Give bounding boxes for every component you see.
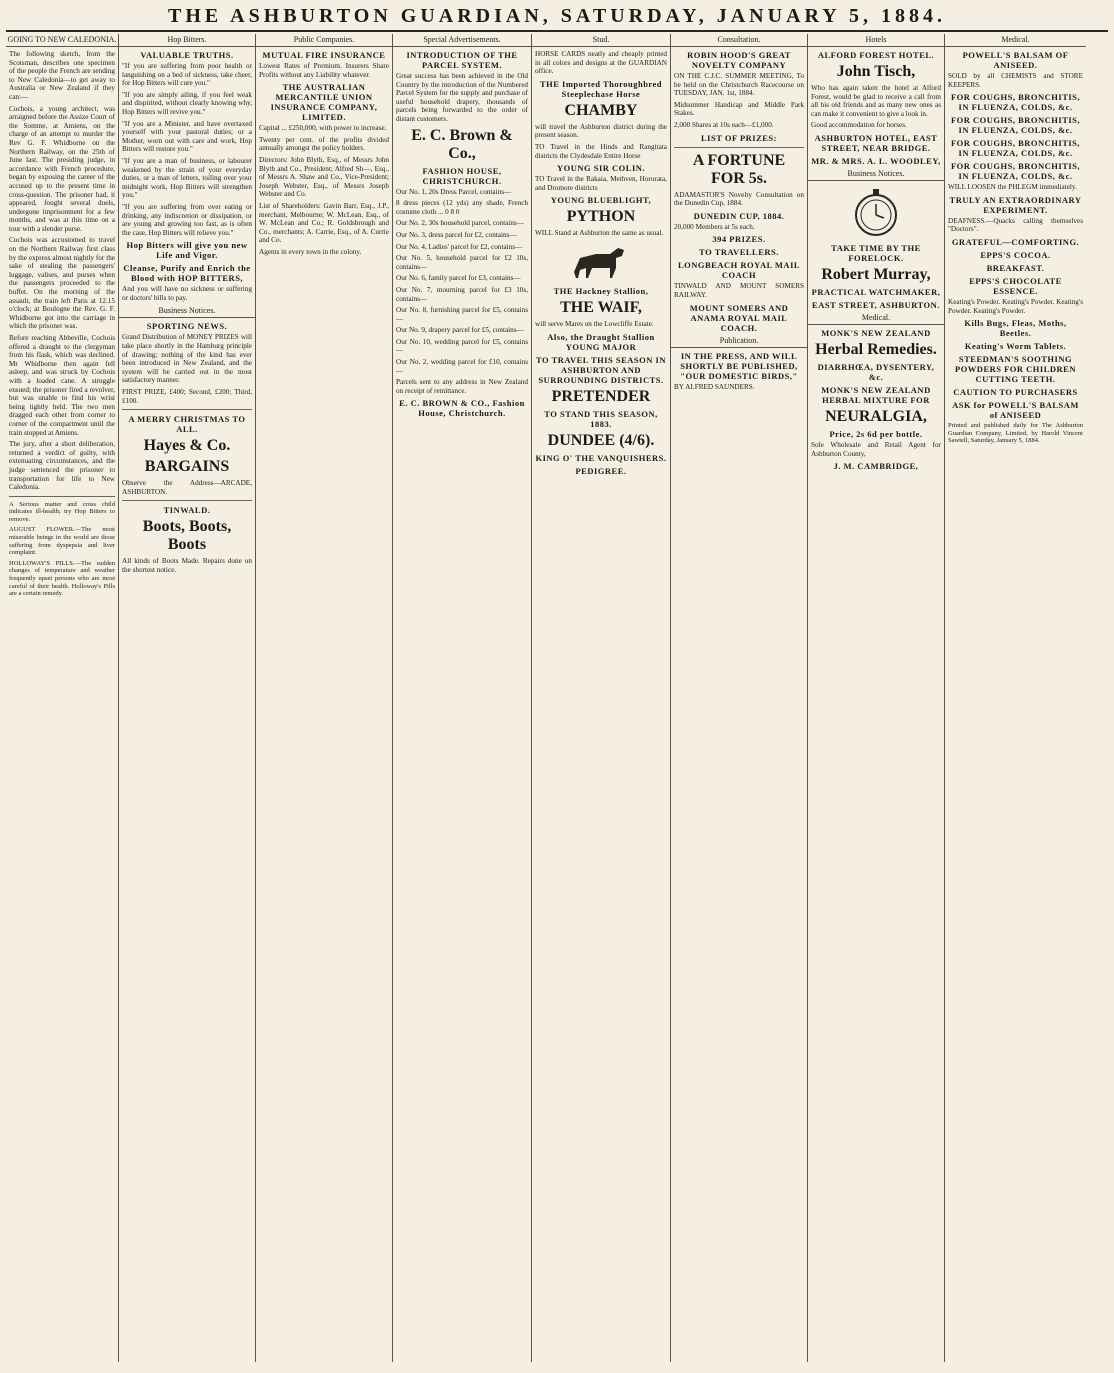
divider xyxy=(122,409,252,410)
ad-heading: FOR COUGHS, BRONCHITIS, IN FLUENZA, COLDS, &c. xyxy=(950,138,1081,159)
paragraph: Our No. 3, dress parcel for £2, contains— xyxy=(396,230,517,239)
paragraph: will serve Mares on the Lowcliffe Estate. xyxy=(535,319,654,328)
ad-heading: ALFORD FOREST HOTEL. xyxy=(817,50,935,60)
paragraph: Parcels sent to any address in New Zealand on receipt of remittance. xyxy=(396,378,528,395)
ad-heading: PEDIGREE. xyxy=(575,465,627,476)
section-head: Business Notices. xyxy=(808,168,944,181)
paragraph: All kinds of Boots Made. Repairs done on the shortest notice. xyxy=(122,557,252,574)
column-head: Stud. xyxy=(532,34,670,47)
ad-heading: FOR COUGHS, BRONCHITIS, IN FLUENZA, COLDS, &c. xyxy=(950,115,1081,136)
ad-title: PRETENDER xyxy=(551,387,651,405)
columns xyxy=(6,34,1108,1362)
column-3 xyxy=(256,34,393,1362)
paragraph: Cochois, a young architect, was arraigned before the Assize Court of the Somme, at Amiens, on the charge of an attempt to murder the Rev G. F. Whidborne on the Northern Railway, on the 25th of June last. The presiding judge, in accordance with French procedure, began by exposing the career of the accused up to the present time in cross-question. The prisoner had, it appeared, fought several duels, undergone imprisonment for a few months, and was at this time on a tour with a slender purse. xyxy=(9,104,115,233)
paragraph: WILL LOOSEN the PHLEGM immediately. xyxy=(948,183,1077,192)
column-head: Special Advertisements. xyxy=(393,34,531,47)
column-8 xyxy=(945,34,1086,1362)
ad-heading: INTRODUCTION OF THE PARCEL SYSTEM. xyxy=(406,50,518,70)
paragraph: Keating's Powder. Keating's Powder. Keating's Powder. Keating's Powder. xyxy=(948,297,1083,315)
ad-heading: TO TRAVEL THIS SEASON IN ASHBURTON AND SURROUNDING DISTRICTS. xyxy=(536,354,666,385)
pocket-watch-icon xyxy=(849,185,903,239)
ad-heading: E. C. BROWN & CO., Fashion House, Christchurch. xyxy=(399,398,525,419)
paragraph: Observe the Address—ARCADE, ASHBURTON. xyxy=(122,479,252,496)
paragraph: will travel the Ashburton district during the present season. xyxy=(535,122,667,140)
paragraph: List of Shareholders: Gavin Barr, Esq., J.P., merchant, Melbourne; W. McLean, Esq., of W. McLean and Co.; R. Goldsbrough and Co., merchants; A. Carrie, Esq., of A. Currie and Co. xyxy=(259,201,389,245)
paragraph: Our No. 6, family parcel for £3, contains— xyxy=(396,274,521,283)
paragraph: ON THE C.J.C. SUMMER MEETING, To be held on the Christchurch Racecourse on TUESDAY, JAN. 1st, 1884. xyxy=(674,72,804,98)
ad-heading: TAKE TIME BY THE FORELOCK. xyxy=(831,242,921,263)
ad-heading: LONGBEACH ROYAL MAIL COACH xyxy=(677,260,801,281)
paragraph: Capital ... £250,000, with power to increase. xyxy=(259,124,387,133)
ad-title: A FORTUNE FOR 5s. xyxy=(692,151,786,187)
paragraph: "If you are suffering from poor health or languishing on a bed of sickness, take cheer, for Hop Bitters will cure you." xyxy=(122,62,252,88)
masthead: THE ASHBURTON GUARDIAN, SATURDAY, JANUARY 5, 1884. xyxy=(168,5,946,27)
ad-heading: ASK for POWELL'S BALSAM of ANISEED xyxy=(952,400,1079,421)
paragraph: 8 dress pieces (12 yds) any shade, French costume cloth ... 0 8 0 xyxy=(396,199,528,216)
column-head: Hop Bitters. xyxy=(119,34,255,47)
ad-heading: A MERRY CHRISTMAS TO ALL. xyxy=(128,414,246,435)
paragraph: Who has again taken the hotel at Alford Forest, would be glad to receive a call from all his old friends and as many new ones as can make it convenient to give a look in. xyxy=(811,84,941,118)
ad-heading: TO STAND THIS SEASON, 1883. xyxy=(544,408,658,429)
paragraph: Twenty per cent. of the profits divided annually amongst the policy holders. xyxy=(259,135,389,153)
ad-heading: MONK'S NEW ZEALAND HERBAL MIXTURE FOR xyxy=(821,384,931,405)
ad-heading: FASHION HOUSE, CHRISTCHURCH. xyxy=(422,165,502,186)
paragraph: BY ALFRED SAUNDERS. xyxy=(674,382,755,391)
divider xyxy=(122,500,252,501)
paragraph: FIRST PRIZE, £400; Second, £200; Third, £100. xyxy=(122,388,252,405)
paragraph: Sole Wholesale and Retail Agent for Ashburton County, xyxy=(811,440,941,458)
ad-heading: MOUNT SOMERS AND ANAMA ROYAL MAIL COACH. xyxy=(689,302,789,333)
divider xyxy=(674,147,804,148)
column-1 xyxy=(6,34,119,1362)
ad-heading: Kills Bugs, Fleas, Moths, Beetles. xyxy=(964,318,1067,339)
ad-heading: YOUNG SIR COLIN. xyxy=(556,163,646,174)
ad-heading: GRATEFUL—COMFORTING. xyxy=(951,236,1080,247)
paragraph: "If you are a Minister, and have overtaxed yourself with your pastoral duties; or a Mother, worn out with care and work, Hop Bitters will restore you." xyxy=(122,119,252,154)
ad-heading: SPORTING NEWS. xyxy=(146,321,228,332)
paragraph: Lowest Rates of Premium. Insurers Share Profits without any Liability whatever. xyxy=(259,62,389,79)
paragraph: Our No. 9, drapery parcel for £5, contains— xyxy=(396,326,524,335)
ad-heading: MR. & MRS. A. L. WOODLEY, xyxy=(811,155,941,166)
paragraph: Grand Distribution of MONEY PRIZES will take place shortly in the Hamburg principle of drawing; nothing of the kind has ever been introduced in New Zealand, and the system will be carried out in the most satisfactory manner. xyxy=(122,333,252,385)
horse-engraving-icon xyxy=(566,242,636,282)
ad-title: CHAMBY xyxy=(564,101,638,119)
column-head: Consultation. xyxy=(671,34,807,47)
paragraph: HORSE CARDS neatly and cheaply printed in all colors and designs at the GUARDIAN office. xyxy=(535,50,667,76)
ad-heading: MONK'S NEW ZEALAND xyxy=(821,327,931,338)
ad-heading: 394 PRIZES. xyxy=(712,234,766,245)
paragraph: Cochois was accustomed to travel on the Northern Railway first class by the express almost nightly for the sake of stealing the passengers' luggage, valises, and purses when the passengers proceeded to the buffet. On the morning of the assault, the train left Paris at 12.15 o'clock; at Boulogne the Rev. G. F. Whidborne got into the carriage in which the prisoner was. xyxy=(9,236,115,331)
paragraph: TO Travel in the Rakaia, Methven, Hororata, and Dromore districts xyxy=(535,175,667,192)
ad-heading: Cleanse, Purify and Enrich the Blood with HOP BITTERS, xyxy=(123,263,251,284)
paragraph: The following sketch, from the Scotsman, describes one specimen of the people the French are sending to New Caledonia—to get away to Australia or New Zealand if they can:— xyxy=(9,50,115,101)
ad-title: John Tisch, xyxy=(836,63,916,80)
ad-heading: CAUTION TO PURCHASERS xyxy=(953,387,1078,398)
paragraph: SOLD by all CHEMISTS and STORE KEEPERS. xyxy=(948,72,1083,89)
paragraph: Agents in every town in the colony. xyxy=(259,247,362,256)
divider xyxy=(9,496,115,497)
ad-heading: Hop Bitters will give you new Life and Vigor. xyxy=(126,240,248,261)
paragraph: The jury, after a short deliberation, returned a verdict of guilty, with extenuating circumstances, and the judge sentenced the prisoner to transportation for life to New Caledonia. xyxy=(9,440,115,492)
ad-title: Robert Murray, xyxy=(821,265,931,283)
ad-heading: ASHBURTON HOTEL, EAST STREET, NEAR BRIDGE. xyxy=(814,132,938,153)
ad-heading: EAST STREET, ASHBURTON. xyxy=(812,299,940,310)
paragraph: ADAMASTOR'S Novelty Consultation on the Dunedin Cup, 1884. xyxy=(674,190,804,208)
ad-heading: FOR COUGHS, BRONCHITIS, IN FLUENZA, COLDS, &c. xyxy=(950,161,1081,182)
column-2 xyxy=(119,34,256,1362)
ad-heading: THE Hackney Stallion, xyxy=(553,285,649,296)
paragraph: DEAFNESS.—Quacks calling themselves "Doctors". xyxy=(948,216,1083,234)
ad-heading: YOUNG BLUEBLIGHT, xyxy=(550,195,652,206)
paragraph: Before reaching Abbeville, Cochois offered a draught to the clergyman from his flask, which was declined. Mr Whidborne then again fell asleep, and was struck by Cochois with a loaded cane. A struggle ensued; the prisoner fired a revolver, but was unable to find his wrist being tightly held. The two men dragged each other from corner to corner of the compartment until the train stopped at Amiens. xyxy=(9,334,115,437)
ad-title: NEURALGIA, xyxy=(825,407,927,425)
paragraph: Our No. 2, wedding parcel for £10, contains— xyxy=(396,358,528,375)
ad-heading: Price, 2s 6d per bottle. xyxy=(829,428,923,439)
column-4 xyxy=(393,34,532,1362)
paragraph: And you will have no sickness or suffering or doctors' bills to pay. xyxy=(122,285,252,302)
paragraph: A Serious matter and cross child indicates ill-health; try Hop Bitters to remove. xyxy=(9,500,115,523)
ad-heading: KING O' THE VANQUISHERS. xyxy=(535,452,667,463)
ad-heading: J. M. CAMBRIDGE, xyxy=(833,461,919,472)
ad-title: Herbal Remedies. xyxy=(815,340,937,358)
ad-heading: PRACTICAL WATCHMAKER, xyxy=(811,286,941,297)
paragraph: "If you are simply ailing, if you feel weak and dispirited, without clearly knowing why, Hop Bitters will revive you." xyxy=(122,90,252,116)
ad-title: Hayes & Co. xyxy=(143,437,231,455)
paragraph: Our No. 5, household parcel for £2 10s, contains— xyxy=(396,254,528,271)
paragraph: Our No. 8, furnishing parcel for £5, contains— xyxy=(396,306,528,323)
paragraph: HOLLOWAY'S PILLS.—The sudden changes of temperature and weather frequently upset persons who are most careful of their health. Holloway's Pills are a certain remedy. xyxy=(9,559,115,598)
paragraph: Our No. 7, mourning parcel for £3 10s, contains— xyxy=(396,285,528,303)
ad-heading: THE AUSTRALIAN MERCANTILE UNION INSURANCE COMPANY, LIMITED. xyxy=(270,82,378,123)
ad-heading: EPPS'S CHOCOLATE ESSENCE. xyxy=(969,275,1062,296)
paragraph: 20,000 Members at 5s each. xyxy=(674,222,755,231)
ad-heading: ROBIN HOOD'S GREAT NOVELTY COMPANY xyxy=(687,50,791,70)
paragraph: Our No. 1, 20s Dress Parcel, contains— xyxy=(396,187,512,196)
paragraph: TO Travel in the Hinds and Rangitata districts the Clydesdale Entire Horse xyxy=(535,142,667,160)
column-head: GOING TO NEW CALEDONIA. xyxy=(6,34,118,47)
ad-heading: THE Imported Thoroughbred Steeplechase Horse xyxy=(539,78,663,99)
paragraph: "If you are suffering from over eating or drinking, any indiscretion or dissipation, or are young and growing too fast, as is often the case, Hop Bitters will relieve you." xyxy=(122,202,252,237)
ad-heading: TRULY AN EXTRAORDINARY EXPERIMENT. xyxy=(949,194,1082,215)
column-7 xyxy=(808,34,945,1362)
column-head: Medical. xyxy=(945,34,1086,47)
ad-heading: Keating's Worm Tablets. xyxy=(964,341,1067,352)
column-6 xyxy=(671,34,808,1362)
column-5 xyxy=(532,34,671,1362)
ad-heading: POWELL'S BALSAM OF ANISEED. xyxy=(962,50,1069,70)
imprint: Printed and published daily for The Ashburton Guardian Company, Limited, by Harold Vincent Sawtell, Saturday, January 5, 1884. xyxy=(948,422,1083,445)
ad-title: E. C. Brown & Co., xyxy=(411,126,513,162)
ad-heading: FOR COUGHS, BRONCHITIS, IN FLUENZA, COLDS, &c. xyxy=(950,92,1081,113)
ad-heading: LIST OF PRIZES: xyxy=(701,132,777,143)
paragraph: Midsummer Handicap and Middle Park Stakes. xyxy=(674,100,804,118)
paragraph: 2,000 Shares at 10s each—£1,000. xyxy=(674,120,774,129)
section-head: Publication. xyxy=(671,335,807,348)
ad-heading: MUTUAL FIRE INSURANCE xyxy=(262,50,386,60)
ad-heading: IN THE PRESS, AND WILL SHORTLY BE PUBLISHED, "OUR DOMESTIC BIRDS," xyxy=(680,350,798,381)
ad-title: Boots, Boots, Boots xyxy=(142,518,232,554)
paragraph: Directors: John Blyth, Esq., of Messrs John Blyth and Co., President; Alfred Sh—, Esq., of Messrs A. Shaw and Co., Vice-President; Joseph Webster, Esq., of Messrs Joseph Webster and Co. xyxy=(259,155,389,199)
section-head: Business Notices. xyxy=(119,305,255,318)
ad-title: THE WAIF, xyxy=(560,298,642,316)
ad-heading: EPPS'S COCOA. xyxy=(980,249,1051,260)
ad-heading: TINWALD. xyxy=(163,505,211,516)
ad-title: PYTHON xyxy=(566,208,636,226)
column-head: Public Companies. xyxy=(256,34,392,47)
ad-heading: DIARRHŒA, DYSENTERY, &c. xyxy=(817,361,935,382)
paragraph: "If you are a man of business, or labourer weakened by the strain of your everyday duties, or a man of letters, toiling over your midnight work, Hop Bitters will strengthen you." xyxy=(122,156,252,200)
ad-heading: BREAKFAST. xyxy=(986,262,1045,273)
section-head: Medical. xyxy=(808,312,944,325)
paragraph: Great success has been achieved in the Old Country by the introduction of the Numbered Parcel System for the supply and purchase of useful household drapery, thousands of parcels being forwarded to the order of distant customers. xyxy=(396,72,528,123)
paragraph: Good accommodation for horses. xyxy=(811,121,907,130)
ad-title: DUNDEE (4/6). xyxy=(547,431,655,449)
ad-heading: Also, the Draught Stallion YOUNG MAJOR xyxy=(547,331,655,352)
paragraph: AUGUST FLOWER.—The most miserable beings in the world are those suffering from dyspepsia and liver complaint. xyxy=(9,526,115,557)
paragraph: WILL Stand at Ashburton the same as usual. xyxy=(535,229,664,238)
ad-heading: DUNEDIN CUP, 1884. xyxy=(693,210,785,221)
paragraph: Our No. 4, Ladies' parcel for £2, contains— xyxy=(396,242,523,251)
ad-heading: VALUABLE TRUTHS. xyxy=(140,50,234,60)
paragraph: TINWALD AND MOUNT SOMERS RAILWAY. xyxy=(674,282,804,299)
ad-heading: STEEDMAN'S SOOTHING POWDERS FOR CHILDREN CUTTING TEETH. xyxy=(955,354,1076,385)
paragraph: Our No. 10, wedding parcel for £5, contains— xyxy=(396,337,528,355)
masthead-rule xyxy=(6,30,1108,32)
paragraph: Our No. 2, 30s household parcel, contains— xyxy=(396,219,524,228)
column-head: Hotels xyxy=(808,34,944,47)
ad-title: BARGAINS xyxy=(144,458,230,476)
ad-heading: TO TRAVELLERS. xyxy=(699,247,779,258)
